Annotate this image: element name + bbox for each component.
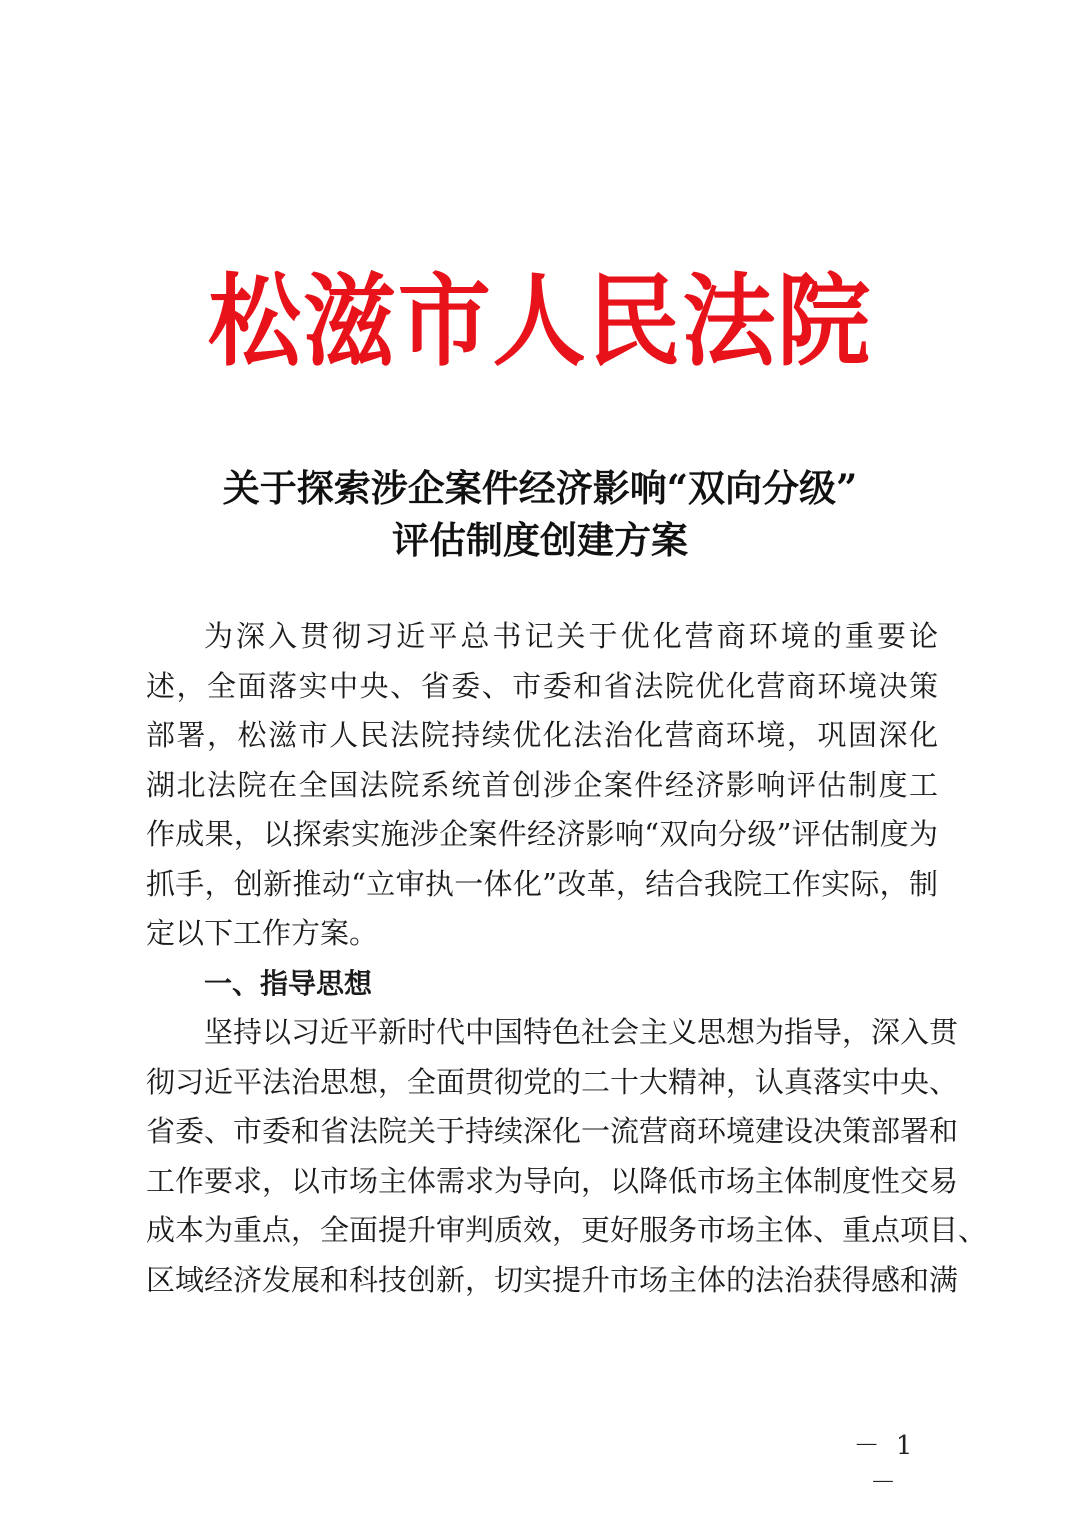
document-title [0, 462, 1080, 566]
paragraph-line: 作成果，以探索实施涉企案件经济影响“双向分级”评估制度为 [146, 817, 938, 851]
paragraph-line: 部署，松滋市人民法院持续优化法治化营商环境，巩固深化 [146, 718, 938, 752]
paragraph-line: 省委、市委和省法院关于持续深化一流营商环境建设决策部署和 [146, 1114, 959, 1148]
title-line: 评估制度创建方案 [392, 518, 688, 562]
page-number: － 1 － [853, 1431, 917, 1498]
document-body [146, 612, 988, 1305]
paragraph-guiding-ideology [146, 1008, 988, 1305]
paragraph-line: 坚持以习近平新时代中国特色社会主义思想为指导，深入贯 [204, 1015, 959, 1049]
paragraph-line: 彻习近平法治思想，全面贯彻党的二十大精神，认真落实中央、 [146, 1064, 959, 1099]
title-line: 关于探索涉企案件经济影响“双向分级” [222, 466, 858, 510]
paragraph-line: 定以下工作方案。 [146, 916, 379, 950]
paragraph-intro [146, 612, 938, 959]
section-heading: 一、指导思想 [204, 966, 373, 1000]
paragraph-line: 述，全面落实中央、省委、市委和省法院优化营商环境决策 [146, 668, 938, 703]
paragraph-line: 工作要求，以市场主体需求为导向，以降低市场主体制度性交易 [146, 1163, 959, 1198]
paragraph-line: 为深入贯彻习近平总书记关于优化营商环境的重要论 [204, 619, 938, 653]
paragraph-line: 成本为重点，全面提升审判质效，更好服务市场主体、重点项目、 [146, 1213, 988, 1247]
paragraph-line: 区域经济发展和科技创新，切实提升市场主体的法治获得感和满 [146, 1262, 959, 1297]
paragraph-line: 湖北法院在全国法院系统首创涉企案件经济影响评估制度工 [146, 767, 938, 802]
paragraph-line: 抓手，创新推动“立审执一体化”改革，结合我院工作实际，制 [146, 866, 938, 901]
issuer-header: 松滋市人民法院 [207, 262, 873, 380]
